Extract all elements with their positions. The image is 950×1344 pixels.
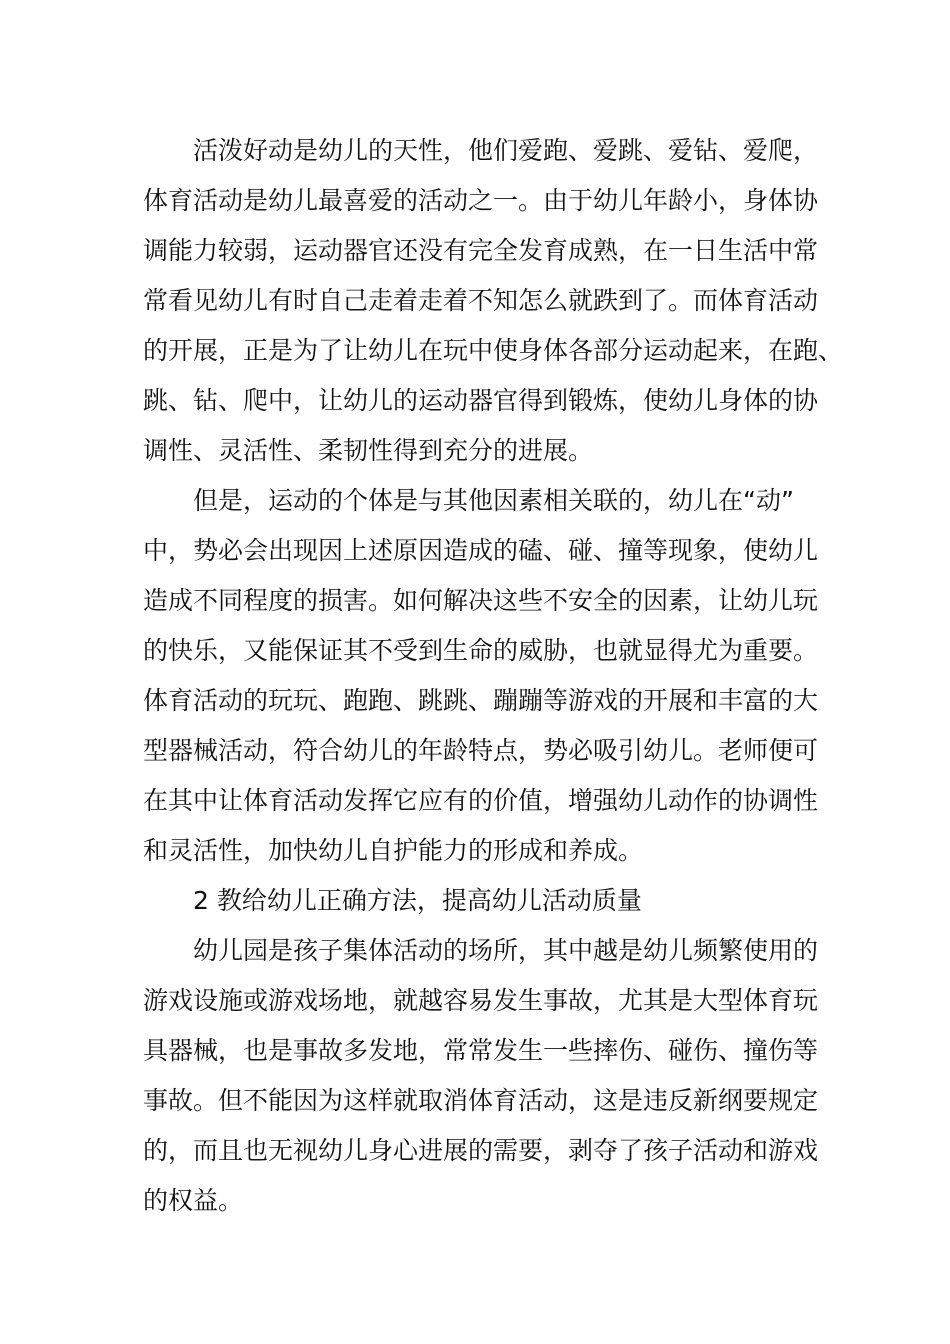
paragraph-1-line-3: 调能力较弱，运动器官还没有完全发育成熟，在一日生活中常 [143,236,819,265]
paragraph-2-line-6: 型器械活动，符合幼儿的年龄特点，势必吸引幼儿。老师便可 [143,736,819,765]
paragraph-2-line-4: 的快乐，又能保证其不受到生命的威胁，也就显得尤为重要。 [143,636,819,665]
paragraph-3-line-2: 游戏设施或游戏场地，就越容易发生事故，尤其是大型体育玩 [143,986,819,1015]
paragraph-3-line-5: 的，而且也无视幼儿身心进展的需要，剥夺了孩子活动和游戏 [143,1136,819,1165]
paragraph-3-line-3: 具器械，也是事故多发地，常常发生一些摔伤、碰伤、撞伤等 [143,1036,819,1065]
paragraph-1-line-4: 常看见幼儿有时自己走着走着不知怎么就跌到了。而体育活动 [143,286,819,315]
paragraph-2-line-5: 体育活动的玩玩、跑跑、跳跳、蹦蹦等游戏的开展和丰富的大 [143,686,819,715]
paragraph-2-line-3: 造成不同程度的损害。如何解决这些不安全的因素，让幼儿玩 [143,586,819,615]
paragraph-2-line-1: 但是，运动的个体是与其他因素相关联的，幼儿在“动” [193,486,794,515]
paragraph-1-line-7: 调性、灵活性、柔韧性得到充分的进展。 [143,436,594,465]
paragraph-1-line-5: 的开展，正是为了让幼儿在玩中使身体各部分运动起来，在跑、 [143,336,844,365]
paragraph-3-line-1: 幼儿园是孩子集体活动的场所，其中越是幼儿频繁使用的 [193,936,819,965]
section-heading: 2 教给幼儿正确方法，提高幼儿活动质量 [193,886,642,915]
paragraph-3-line-4: 事故。但不能因为这样就取消体育活动，这是违反新纲要规定 [143,1086,819,1115]
paragraph-2-line-7: 在其中让体育活动发挥它应有的价值，增强幼儿动作的协调性 [143,786,819,815]
paragraph-3-line-6: 的权益。 [143,1186,244,1215]
paragraph-2-line-8: 和灵活性，加快幼儿自护能力的形成和养成。 [143,836,644,865]
paragraph-1-line-1: 活泼好动是幼儿的天性，他们爱跑、爱跳、爱钻、爱爬， [193,136,819,165]
document-body [143,126,844,1226]
paragraph-1-line-2: 体育活动是幼儿最喜爱的活动之一。由于幼儿年龄小，身体协 [143,186,819,215]
paragraph-1-line-6: 跳、钻、爬中，让幼儿的运动器官得到锻炼，使幼儿身体的协 [143,386,819,415]
paragraph-2-line-2: 中，势必会出现因上述原因造成的磕、碰、撞等现象，使幼儿 [143,536,819,565]
